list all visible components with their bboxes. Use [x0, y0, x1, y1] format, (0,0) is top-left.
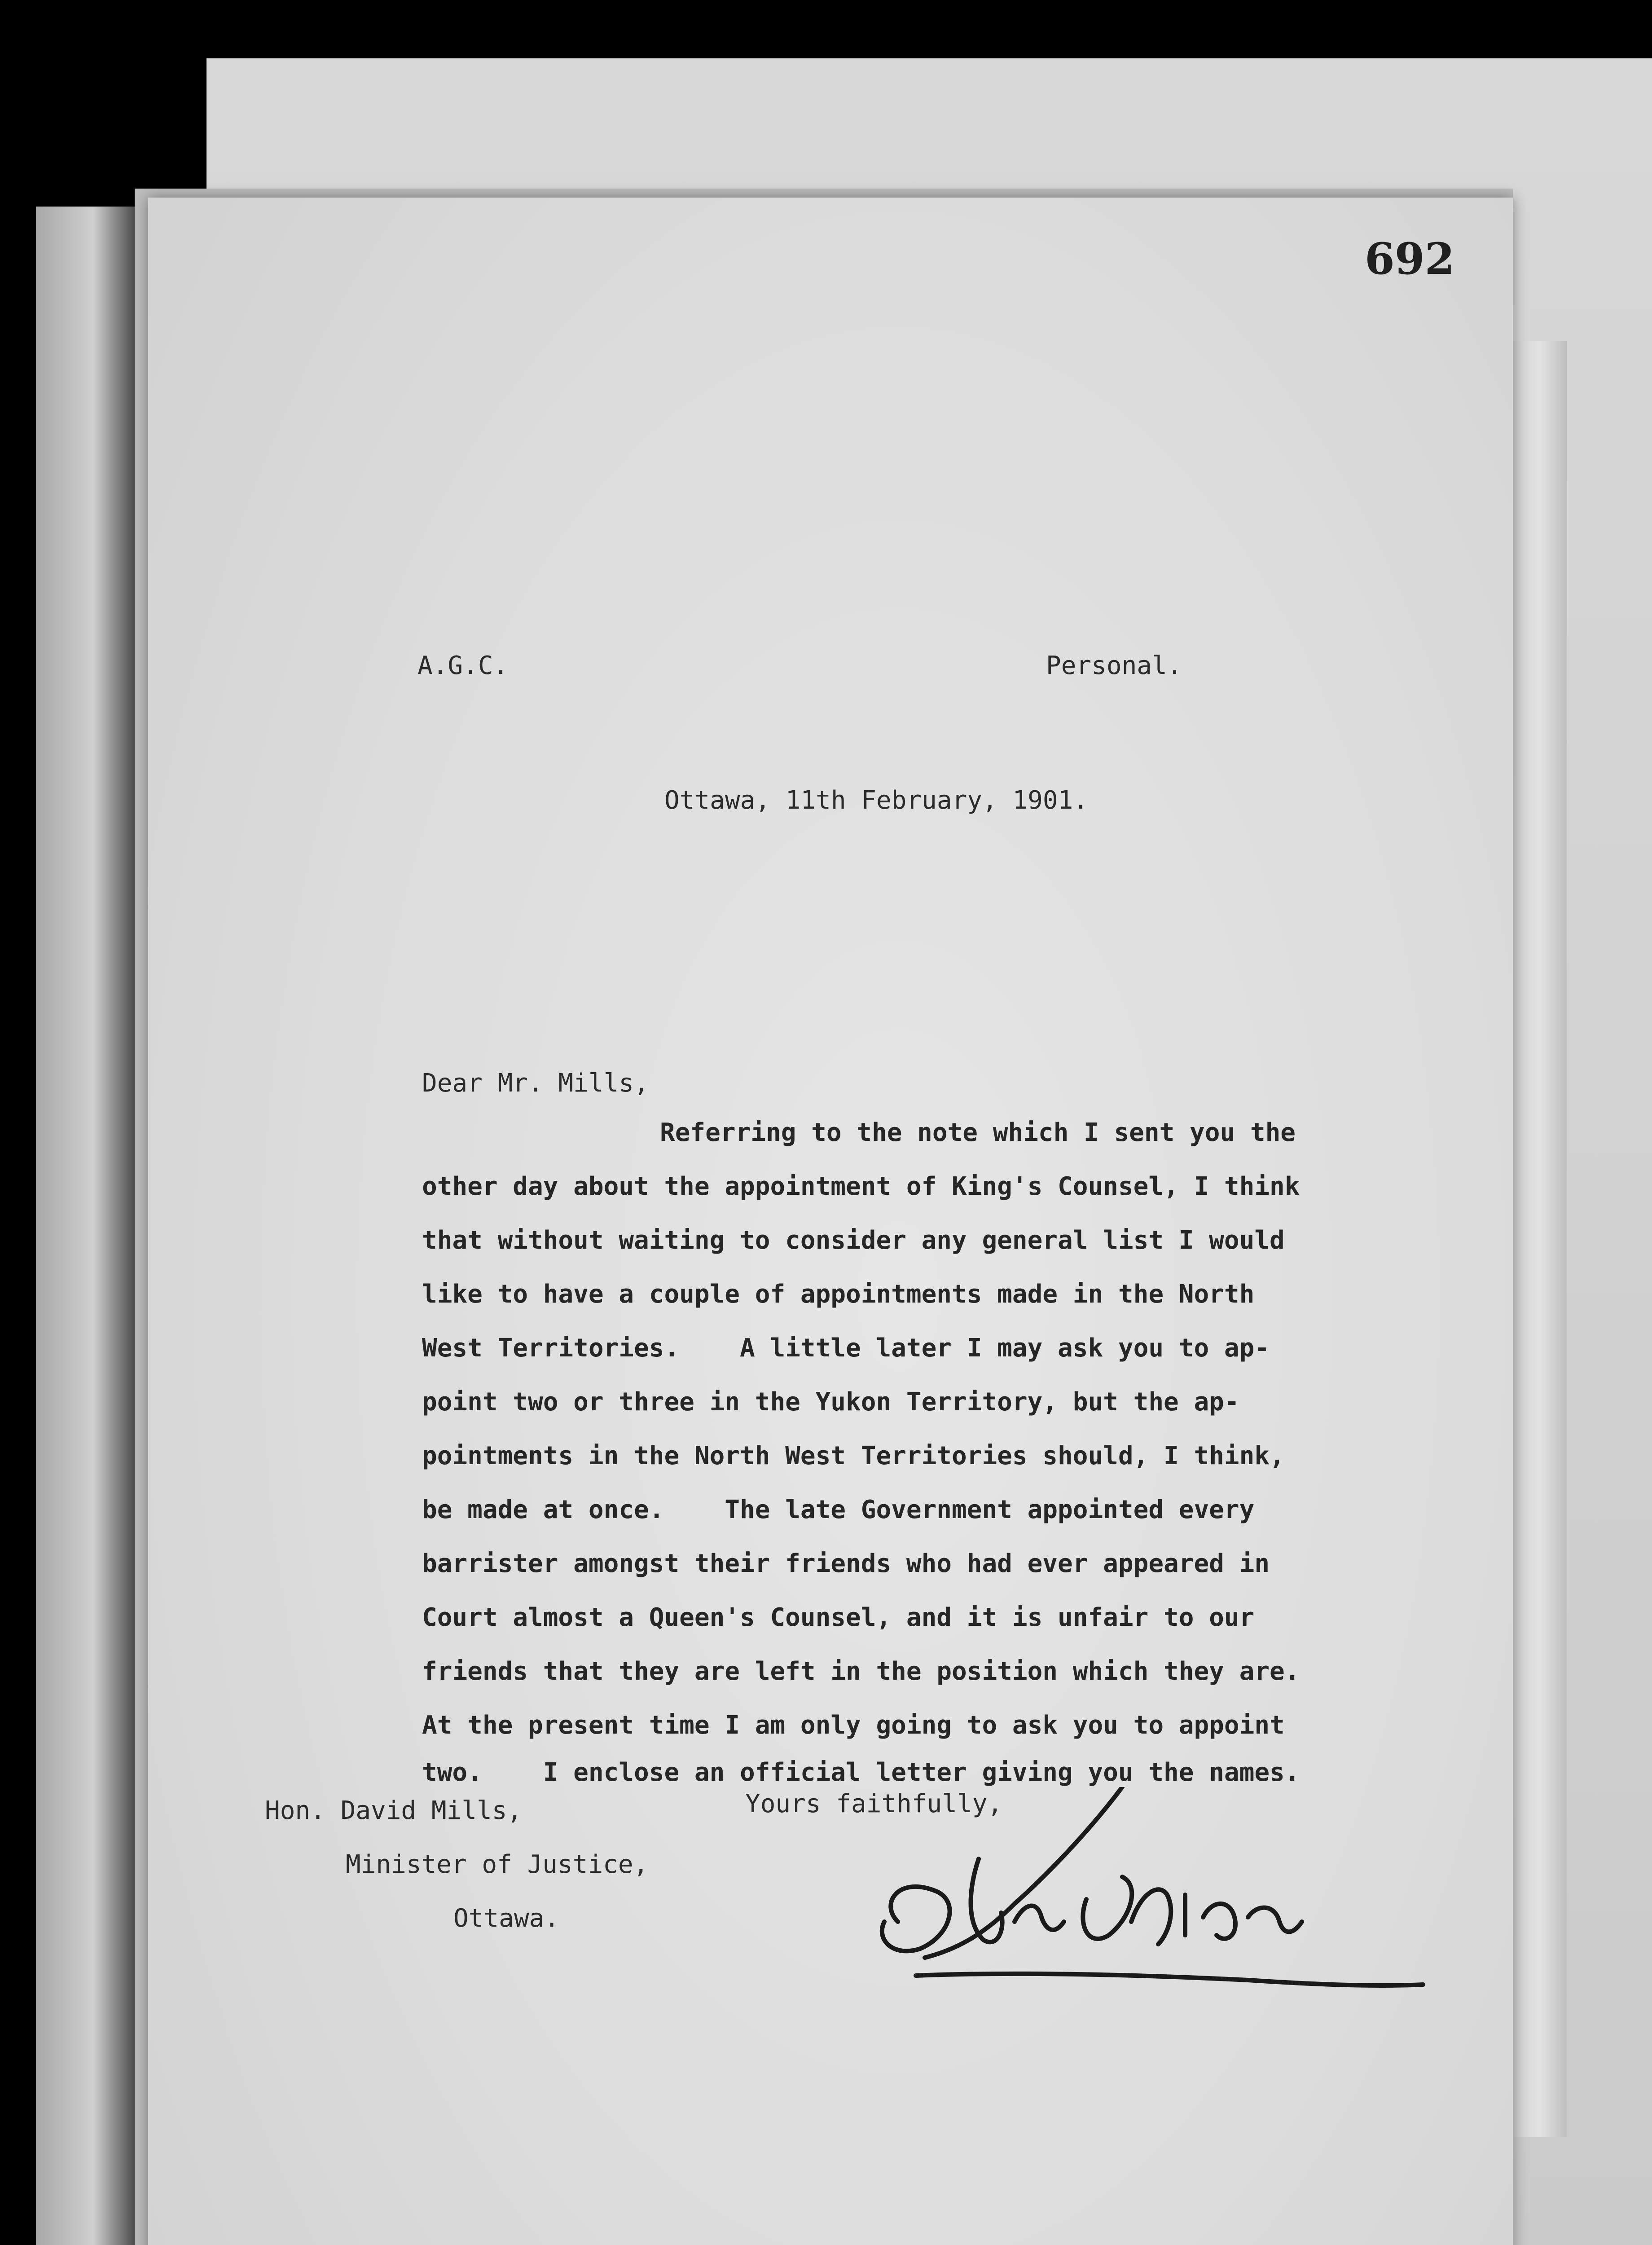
- salutation: Dear Mr. Mills,: [422, 1069, 649, 1098]
- body-line: barrister amongst their friends who had ever appeared in: [422, 1549, 1270, 1578]
- closing: Yours faithfully,: [745, 1789, 1003, 1818]
- recipient-name: Hon. David Mills,: [265, 1796, 523, 1825]
- right-page-edge: [1513, 341, 1567, 2137]
- body-line: point two or three in the Yukon Territory, but the ap-: [422, 1387, 1239, 1417]
- body-line: At the present time I am only going to ask you to appoint: [422, 1711, 1285, 1740]
- body-line: other day about the appointment of King's Counsel, I think: [422, 1172, 1300, 1201]
- header-marking: Personal.: [1046, 651, 1182, 680]
- body-line: be made at once. The late Government appointed every: [422, 1495, 1255, 1524]
- page-number: 692: [1365, 233, 1455, 284]
- body-line: two. I enclose an official letter giving you the names.: [422, 1758, 1300, 1787]
- body-line: that without waiting to consider any general list I would: [422, 1226, 1285, 1255]
- recipient-city: Ottawa.: [453, 1904, 560, 1933]
- body-line: Court almost a Queen's Counsel, and it is unfair to our: [422, 1603, 1255, 1632]
- body-line: Referring to the note which I sent you the: [660, 1118, 1296, 1147]
- recipient-title: Minister of Justice,: [346, 1850, 649, 1879]
- handwritten-signature: [844, 1787, 1428, 2012]
- header-reference: A.G.C.: [417, 651, 509, 680]
- body-line: West Territories. A little later I may ask you to ap-: [422, 1334, 1270, 1363]
- dateline: Ottawa, 11th February, 1901.: [664, 786, 1089, 815]
- body-line: friends that they are left in the position which they are.: [422, 1657, 1300, 1686]
- body-line: pointments in the North West Territories should, I think,: [422, 1441, 1285, 1470]
- body-line: like to have a couple of appointments made in the North: [422, 1280, 1255, 1309]
